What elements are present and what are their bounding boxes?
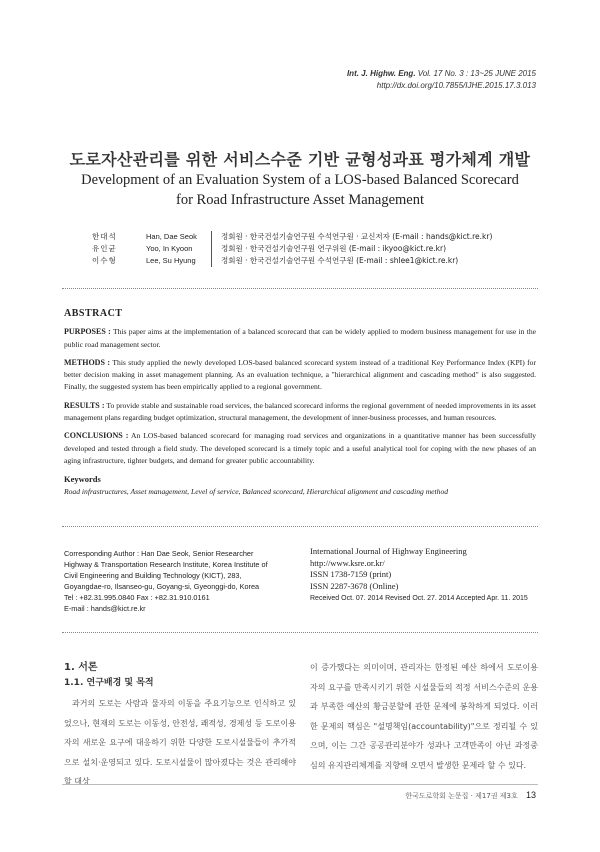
divider: [62, 632, 538, 633]
abstract-results: RESULTS : To provide stable and sustainable road services, the balanced scorecard informs the regional government of needed improvements in its asset management plans regarding budget optimization, structural management, the development of inner-business processes, and human resources.: [64, 400, 536, 423]
author-row: [92, 243, 492, 255]
keywords: Road infrastructures, Asset management, Level of service, Balanced scorecard, Hierarchical alignment and cascading method: [64, 486, 449, 496]
abstract: [64, 308, 536, 498]
abstract-conclusions: CONCLUSIONS : An LOS-based balanced scorecard for managing road services and organizations in a quantitative manner has been successfully developed and tested through a field study. The developed scorecard is a timely topic and a useful analytical tool for coping with the new phases of an aging infrastructure, tighter budgets, and demand for greater public accountability.: [64, 431, 537, 465]
title-english: Development of an Evaluation System of a LOS-based Balanced Scorecard for Road Infrastructure Asset Management: [81, 172, 519, 208]
author-name-korean: 유인균: [92, 244, 117, 253]
author-affiliation: 정회원 · 한국건설기술연구원 수석연구원 (E-mail : shlee1@kict.re.kr): [211, 255, 458, 267]
author-name-english: Han, Dae Seok: [146, 232, 197, 241]
doi-link[interactable]: http://dx.doi.org/10.7855/IJHE.2015.17.3.013: [376, 81, 536, 90]
author-affiliation: 정회원 · 한국건설기술연구원 수석연구원 · 교신저자 (E-mail : hands@kict.re.kr): [211, 231, 492, 243]
issn-online: ISSN 2287-3678 (Online): [310, 581, 399, 592]
author-list: [92, 231, 492, 267]
divider: [62, 526, 538, 527]
journal-info: [310, 546, 550, 605]
issn-print: ISSN 1738-7159 (print): [310, 569, 392, 580]
footer-rule: [62, 784, 538, 785]
abstract-purposes: PURPOSES : This paper aims at the implementation of a balanced scorecard that can be widely applied to modern business management for use in the public road management sector.: [64, 327, 537, 349]
author-row: [92, 255, 492, 267]
body-text-left: 과거의 도로는 사람과 물자의 이동을 주요기능으로 인식하고 있었으나, 현재의 도로는 이동성, 안전성, 쾌적성, 경제성 등 도로이용자의 새로운 요구에 대응하기 위한 다양한 도로시설물들이 추가적으로 설치·운영되고 있다. 도로시설물이 많아졌다는 것은 관리해야 할 대상: [64, 699, 296, 786]
journal-header: [347, 68, 536, 92]
author-name-english: Yoo, In Kyoon: [146, 244, 193, 253]
received-dates: Received Oct. 07. 2014 Revised Oct. 27. 2014 Accepted Apr. 11. 2015: [310, 594, 528, 602]
subsection-title: 1.1. 연구배경 및 목적: [64, 678, 154, 688]
section-title: 1. 서론: [64, 662, 98, 673]
page-footer: [405, 790, 536, 801]
journal-url[interactable]: http://www.ksre.or.kr/: [310, 557, 385, 568]
corresponding-author: Corresponding Author : Han Dae Seok, Senior Researcher Highway & Transportation Research Institute, Korea Institute of Civil Engineering and Building Technology (KICT), 283, Goyangdae-ro, Ilsanseo-gu, Goyang-si, Gyeonggi-do, Korea Tel : +82.31.995.0840 Fax : +82.31.910.0161 E-mail : hands@kict.re.kr: [64, 549, 268, 613]
author-name-korean: 이수형: [92, 256, 117, 265]
title-korean: 도로자산관리를 위한 서비스수준 기반 균형성과표 평가체계 개발: [69, 150, 531, 169]
journal-name: International Journal of Highway Engineering: [310, 546, 467, 556]
journal-citation: Int. J. Highw. Eng. Vol. 17 No. 3 : 13~25 JUNE 2015: [346, 69, 536, 78]
author-name-english: Lee, Su Hyung: [146, 256, 196, 265]
abstract-methods: METHODS : This study applied the newly developed LOS-based balanced scorecard system instead of a traditional Key Performance Index (KPI) for better decision making in asset management planning. As an evaluation technique, a "hierarchical alignment and cascading method" is also suggested. Finally, the suggested system has been empirically applied to a regional government.: [64, 357, 537, 392]
author-name-korean: 한대석: [92, 232, 117, 241]
author-row: [92, 231, 492, 243]
author-affiliation: 정회원 · 한국건설기술연구원 연구위원 (E-mail : ikyoo@kict.re.kr): [211, 243, 446, 255]
footer-journal: 한국도로학회 논문집 · 제17권 제3호: [405, 792, 518, 800]
body-text-right: 이 증가했다는 의미이며, 관리자는 한정된 예산 하에서 도로이용자의 요구를 만족시키기 위한 시설물들의 적정 서비스수준의 운용과 부족한 예산의 황금분할에 관한 문제에 봉착하게 되었다. 이러한 문제의 핵심은 "설명책임(accountability)"으로 정리될 수 있으며, 이는 그간 공공관리분야가 성과나 고객만족이 아닌 과정중심의 유지관리체계를 지향해 오면서 발생한 문제라 할 수 있다.: [310, 663, 538, 770]
divider: [62, 288, 538, 289]
abstract-heading: ABSTRACT: [64, 308, 123, 319]
page-number: 13: [525, 790, 536, 800]
keywords-heading: Keywords: [64, 474, 101, 485]
